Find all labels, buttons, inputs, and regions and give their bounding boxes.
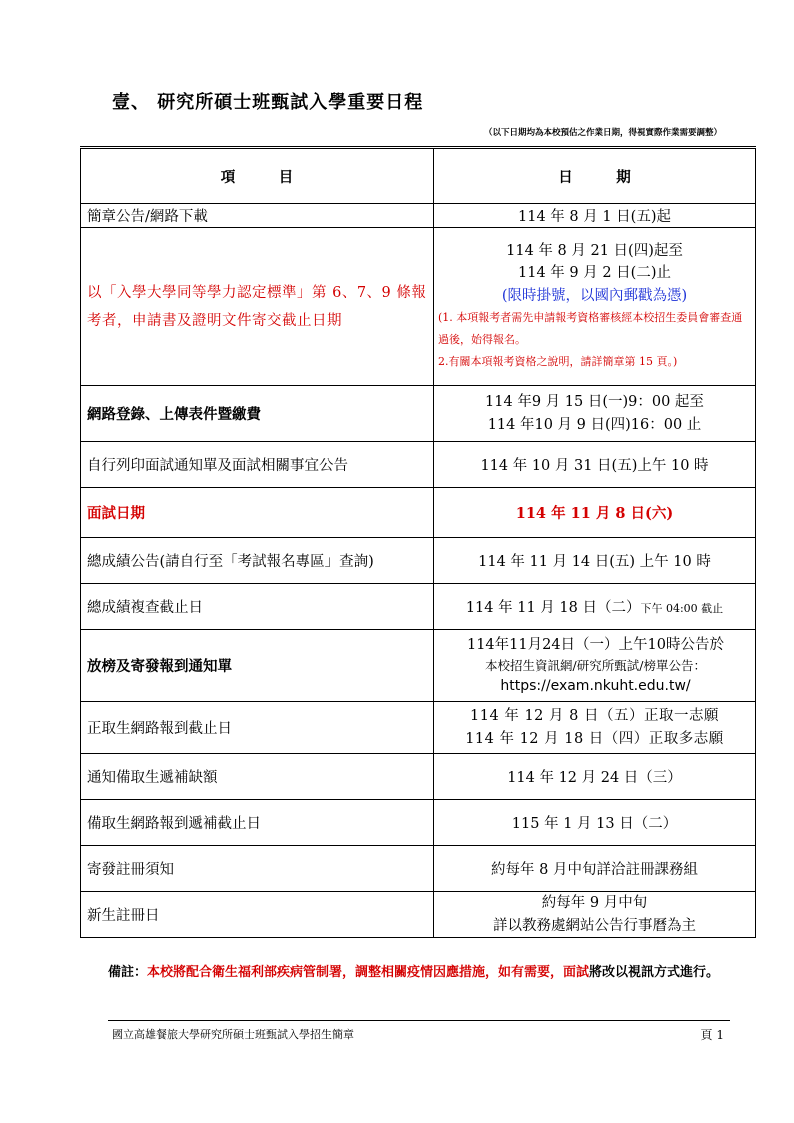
row-item: 總成績複查截止日 [81, 584, 434, 630]
row-date: 114 年 11 月 8 日(六) [434, 488, 756, 538]
results-link[interactable]: https://exam.nkuht.edu.tw/ [500, 677, 691, 694]
row-item: 網路登錄、上傳表件暨繳費 [81, 386, 434, 442]
row-date: 115 年 1 月 13 日（二） [434, 800, 756, 846]
remark-label: 備註： [108, 965, 148, 980]
page-number-value: 1 [716, 1028, 724, 1042]
row-item: 放榜及寄發報到通知單 [81, 630, 434, 702]
remark-red-text: 本校將配合衛生福利部疾病管制署，調整相關疫情因應措施，如有需要，面試 [147, 965, 590, 980]
schedule-disclaimer: （以下日期均為本校預估之作業日期，得視實際作業需要調整） [483, 128, 722, 138]
header-date: 日 期 [434, 148, 756, 204]
row-date: 114 年 11 月 14 日(五) 上午 10 時 [434, 538, 756, 584]
row-date-line: 詳以教務處網站公告行事曆為主 [493, 917, 696, 934]
row-item: 面試日期 [81, 488, 434, 538]
row-date-line: 114 年9 月 15 日(一)9：00 起至 [485, 394, 704, 411]
remark [108, 960, 738, 986]
table-row [81, 442, 756, 488]
row-date-suffix: 下午 04:00 截止 [640, 602, 724, 615]
table-row [81, 386, 756, 442]
table-row [81, 204, 756, 228]
row-date-line: 本校招生資訊網/研究所甄試/榜單公告： [485, 658, 706, 674]
row-item: 自行列印面試通知單及面試相關事宜公告 [81, 442, 434, 488]
row-item: 正取生網路報到截止日 [81, 702, 434, 754]
footer-document-title: 國立高雄餐旅大學研究所碩士班甄試入學招生簡章 [112, 1028, 354, 1041]
row-item: 通知備取生遞補缺額 [81, 754, 434, 800]
row-date-line: 114 年 9 月 2 日(二)止 [518, 265, 671, 282]
row-date [434, 584, 756, 630]
row-item: 總成績公告(請自行至「考試報名專區」查詢) [81, 538, 434, 584]
row-item: 以「入學大學同等學力認定標準」第 6、7、9 條報考者，申請書及證明文件寄交截止日期 [81, 228, 434, 386]
row-date-line: 114 年 8 月 21 日(四)起至 [506, 242, 683, 259]
table-row [81, 488, 756, 538]
table-row [81, 228, 756, 386]
page-number [701, 1026, 724, 1043]
row-item: 寄發註冊須知 [81, 846, 434, 892]
page-label: 頁 [700, 1028, 713, 1042]
table-row [81, 892, 756, 938]
row-item: 簡章公告/網路下載 [81, 204, 434, 228]
page-title: 壹、 研究所碩士班甄試入學重要日程 [112, 92, 424, 113]
schedule-table [80, 146, 756, 938]
row-date-line: 約每年 9 月中旬 [541, 895, 648, 912]
row-date: 114 年 10 月 31 日(五)上午 10 時 [434, 442, 756, 488]
table-header-row [81, 148, 756, 204]
footer-divider [108, 1020, 730, 1021]
table-row [81, 754, 756, 800]
row-item: 新生註冊日 [81, 892, 434, 938]
table-row [81, 584, 756, 630]
row-date: 114 年 12 月 24 日（三） [434, 754, 756, 800]
row-date-line: 114 年10 月 9 日(四)16：00 止 [487, 416, 702, 433]
row-date: 114 年 8 月 1 日(五)起 [434, 204, 756, 228]
row-date-main: 114 年 11 月 18 日（二） [465, 600, 641, 616]
row-date-note: (1. 本項報考者需先申請報考資格審核經本校招生委員會審查通過後，始得報名。 [438, 311, 743, 347]
row-date-line: 114 年 12 月 8 日（五）正取一志願 [470, 708, 719, 725]
row-date-line: 114年11月24日（一）上午10時公告於 [466, 636, 725, 653]
row-date: 約每年 8 月中旬詳洽註冊課務組 [434, 846, 756, 892]
table-row [81, 630, 756, 702]
table-row [81, 538, 756, 584]
table-row [81, 800, 756, 846]
row-item: 備取生網路報到遞補截止日 [81, 800, 434, 846]
row-date-note: 2.有關本項報考資格之說明，請詳簡章第 15 頁。) [438, 355, 678, 369]
table-row [81, 846, 756, 892]
table-row [81, 702, 756, 754]
row-date-line: 114 年 12 月 18 日（四）正取多志願 [465, 730, 724, 747]
remark-tail-text: 將改以視訊方式進行。 [589, 965, 720, 980]
header-item: 項 目 [81, 148, 434, 204]
row-date-line: (限時掛號，以國內郵戳為憑) [501, 287, 688, 304]
